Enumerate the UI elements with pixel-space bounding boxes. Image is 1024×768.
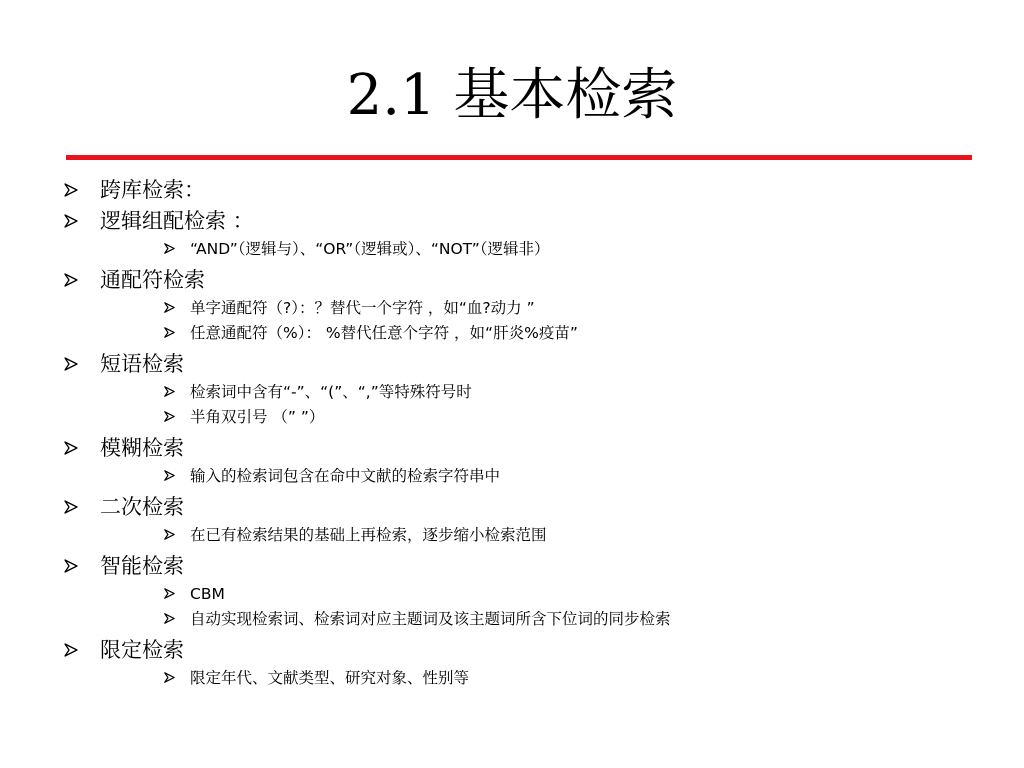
bullet-list <box>0 176 1024 695</box>
arrow-bullet-icon <box>64 207 100 228</box>
arrow-bullet-icon <box>164 666 190 683</box>
list-item-secondary-search <box>64 493 1024 521</box>
sub-item <box>164 523 1024 548</box>
sub-item <box>164 296 1024 321</box>
arrow-bullet-icon <box>164 237 190 254</box>
arrow-bullet-icon <box>64 493 100 514</box>
arrow-bullet-icon <box>64 434 100 455</box>
list-item-label: 跨库检索： <box>100 178 205 202</box>
sub-item-label: 在已有检索结果的基础上再检索，逐步缩小检索范围 <box>190 526 547 544</box>
sub-item <box>164 405 1024 430</box>
sub-list <box>0 237 1024 262</box>
arrow-bullet-icon <box>164 523 190 540</box>
sub-list <box>0 464 1024 489</box>
arrow-bullet-icon <box>164 607 190 624</box>
sub-item-label: “AND”（逻辑与）、“OR”（逻辑或）、“NOT”（逻辑非） <box>190 240 550 258</box>
slide-title: 2.1 基本检索 <box>346 63 678 128</box>
list-item-label: 模糊检索 <box>100 436 184 460</box>
sub-item-label: 限定年代、文献类型、研究对象、性别等 <box>190 669 470 687</box>
sub-list <box>0 523 1024 548</box>
arrow-bullet-icon <box>164 380 190 397</box>
list-item-restricted-search <box>64 636 1024 664</box>
sub-item <box>164 607 1024 632</box>
list-item-label: 二次检索 <box>100 495 184 519</box>
arrow-bullet-icon <box>164 296 190 313</box>
list-item-label: 逻辑组配检索 ： <box>100 209 254 233</box>
sub-list <box>0 380 1024 430</box>
arrow-bullet-icon <box>64 350 100 371</box>
arrow-bullet-icon <box>64 266 100 287</box>
sub-item-label: CBM <box>190 585 225 603</box>
list-item-label: 限定检索 <box>100 638 184 662</box>
sub-item-label: 自动实现检索词、检索词对应主题词及该主题词所含下位词的同步检索 <box>190 610 671 628</box>
title-divider <box>66 155 972 160</box>
list-item-fuzzy-search <box>64 434 1024 462</box>
arrow-bullet-icon <box>64 636 100 657</box>
sub-item <box>164 321 1024 346</box>
list-item-boolean-search <box>64 207 1024 235</box>
list-item-wildcard-search <box>64 266 1024 294</box>
sub-item <box>164 582 1024 607</box>
arrow-bullet-icon <box>164 321 190 338</box>
sub-item-label: 任意通配符（%）： %替代任意个字符 ，如“肝炎%疫苗” <box>190 324 578 342</box>
arrow-bullet-icon <box>64 176 100 197</box>
sub-list <box>0 582 1024 632</box>
sub-item <box>164 666 1024 691</box>
sub-list <box>0 296 1024 346</box>
sub-item-label: 单字通配符（?）：？替代一个字符 ，如“血?动力 ” <box>190 299 535 317</box>
sub-item <box>164 380 1024 405</box>
list-item-phrase-search <box>64 350 1024 378</box>
arrow-bullet-icon <box>164 582 190 599</box>
list-item-label: 短语检索 <box>100 352 184 376</box>
sub-item-label: 检索词中含有“-”、“(”、“,”等特殊符号时 <box>190 383 472 401</box>
list-item-label: 智能检索 <box>100 554 184 578</box>
arrow-bullet-icon <box>164 464 190 481</box>
sub-item-label: 半角双引号 （” ”） <box>190 408 325 426</box>
sub-item <box>164 464 1024 489</box>
sub-item-label: 输入的检索词包含在命中文献的检索字符串中 <box>190 467 501 485</box>
sub-list <box>0 666 1024 691</box>
list-item-smart-search <box>64 552 1024 580</box>
list-item-cross-db-search <box>64 176 1024 204</box>
list-item-label: 通配符检索 <box>100 268 205 292</box>
arrow-bullet-icon <box>164 405 190 422</box>
arrow-bullet-icon <box>64 552 100 573</box>
sub-item <box>164 237 1024 262</box>
